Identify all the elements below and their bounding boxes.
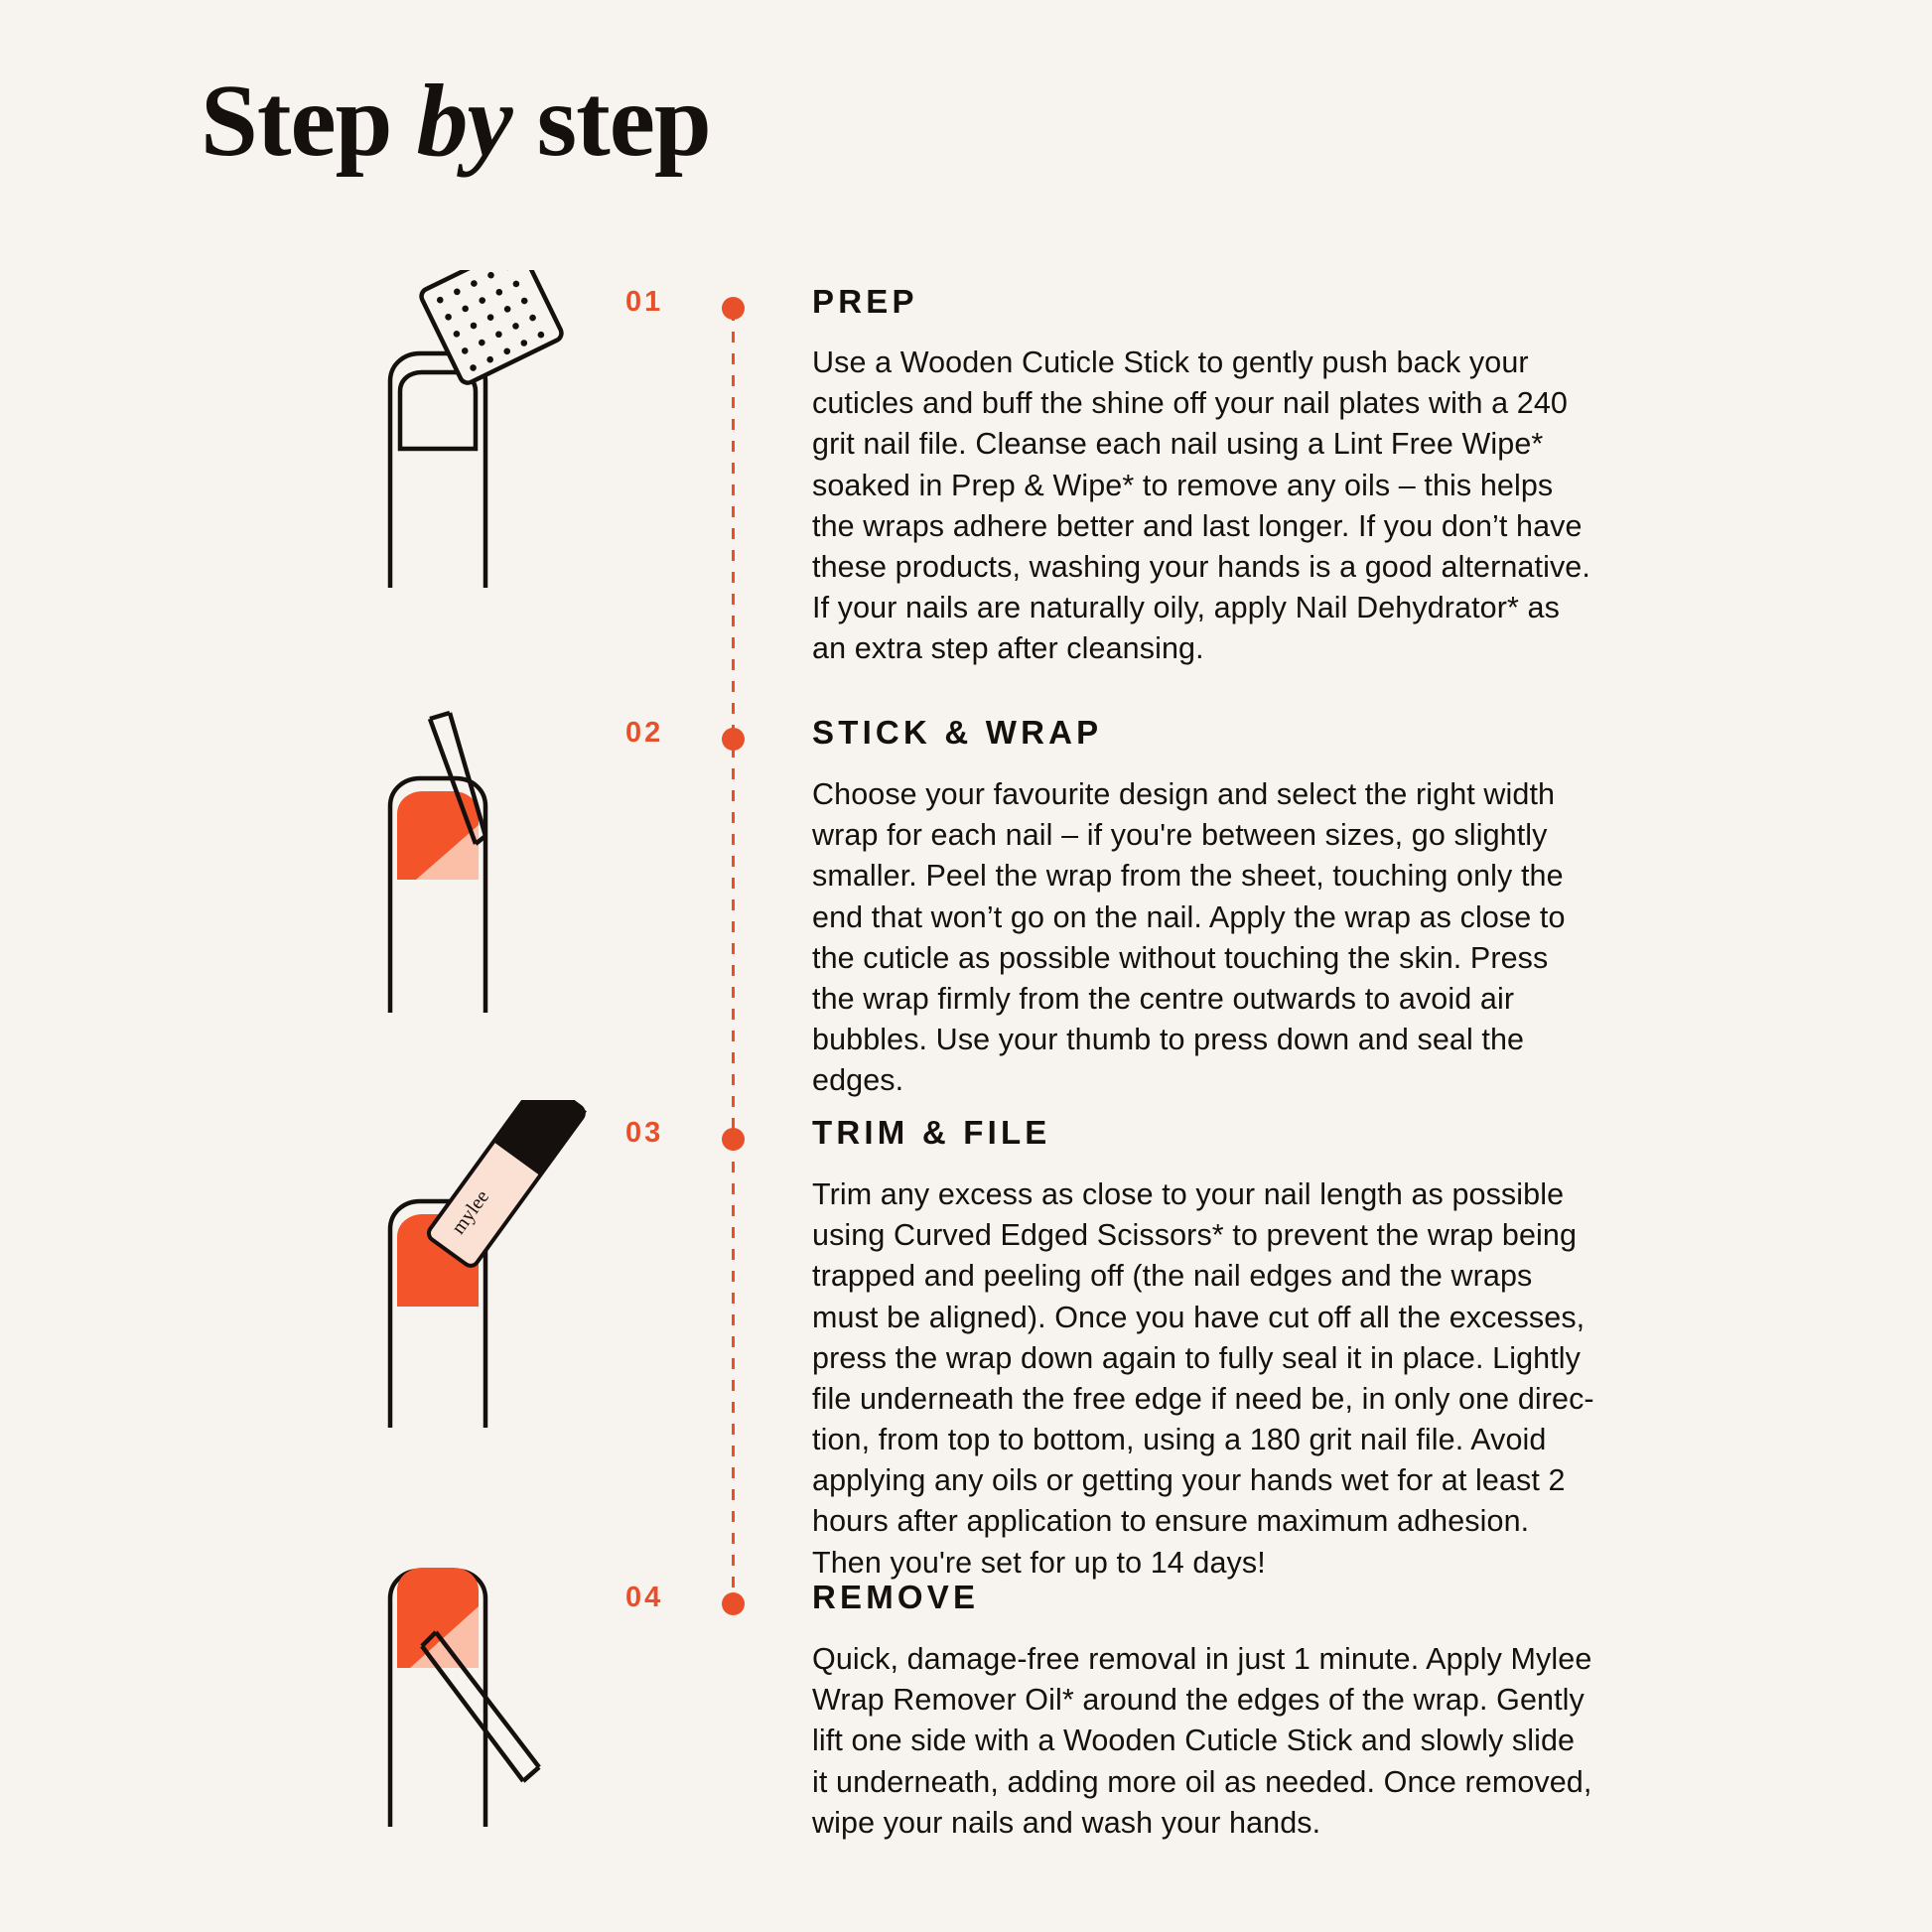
hand-applying-wrap-icon [352,695,591,1023]
step-dot-02 [722,728,745,751]
page-title [201,62,711,180]
step-body-01: Use a Wooden Cuticle Stick to gently push back your cuticles and buff the shine off your nail plates with a 240 grit nail file. Cleanse each nail using a Lint Free Wipe* soaked in Prep & Wipe* to remove any oils – this helps the wraps adhere better and last longer. If you don’t have these products, washing your hands is a good alternative. If your nails are naturally oily, apply Nail Dehydrator* as an extra step after cleansing. [812,345,1590,666]
step-number-04: 04 [625,1582,664,1613]
step-heading-01: PREP [812,283,918,320]
step-number-02: 02 [625,717,664,749]
hand-with-nail-file-trim-icon [352,1100,611,1438]
step-number-03: 03 [625,1117,664,1149]
step-number-01: 01 [625,286,664,318]
brand-label: mylee [447,1185,494,1239]
step-dot-04 [722,1592,745,1615]
step-heading-02: STICK & WRAP [812,714,1103,751]
hand-with-nail-file-icon [352,270,591,598]
step-body-02: Choose your favourite design and select the right width wrap for each nail – if you're between sizes, go slightly smaller. Peel the wrap from the sheet, touching only the end that won’t go on the nail. Apply the wrap as close to the cuticle as possible without touching the skin. Press the wrap firmly from the centre outwards to avoid air bubbles. Use your thumb to press down and seal the edges. [812,777,1566,1098]
step-body-03: Trim any excess as close to your nail length as possible using Curved Edged Scissors* to prevent the wrap being trapped and peeling off (the nail edges and the wraps must be aligned). Once you have cut off all the excesses, press the wrap down again to fully seal it in place. Lightly file underneath the free edge if need be, in only one direc-tion, from top to bottom, using a 180 grit nail file. Avoid applying any oils or getting your hands wet for at least 2 hours after application to ensure maximum adhesion. Then you're set for up to 14 days! [812,1177,1594,1580]
timeline-connector [732,310,735,1615]
step-heading-04: REMOVE [812,1579,980,1615]
step-body-04: Quick, damage-free removal in just 1 minute. Apply Mylee Wrap Remover Oil* around the edges of the wrap. Gently lift one side with a Wooden Cuticle Stick and slowly slide it underneath, adding more oil as needed. Once removed, wipe your nails and wash your hands. [812,1642,1592,1840]
title-part-2: step [511,64,711,178]
title-part-1: Step [201,64,417,178]
hand-removing-wrap-icon [352,1529,601,1857]
step-heading-03: TRIM & FILE [812,1114,1051,1151]
title-emphasis: by [416,64,512,178]
step-dot-03 [722,1128,745,1151]
step-dot-01 [722,297,745,320]
